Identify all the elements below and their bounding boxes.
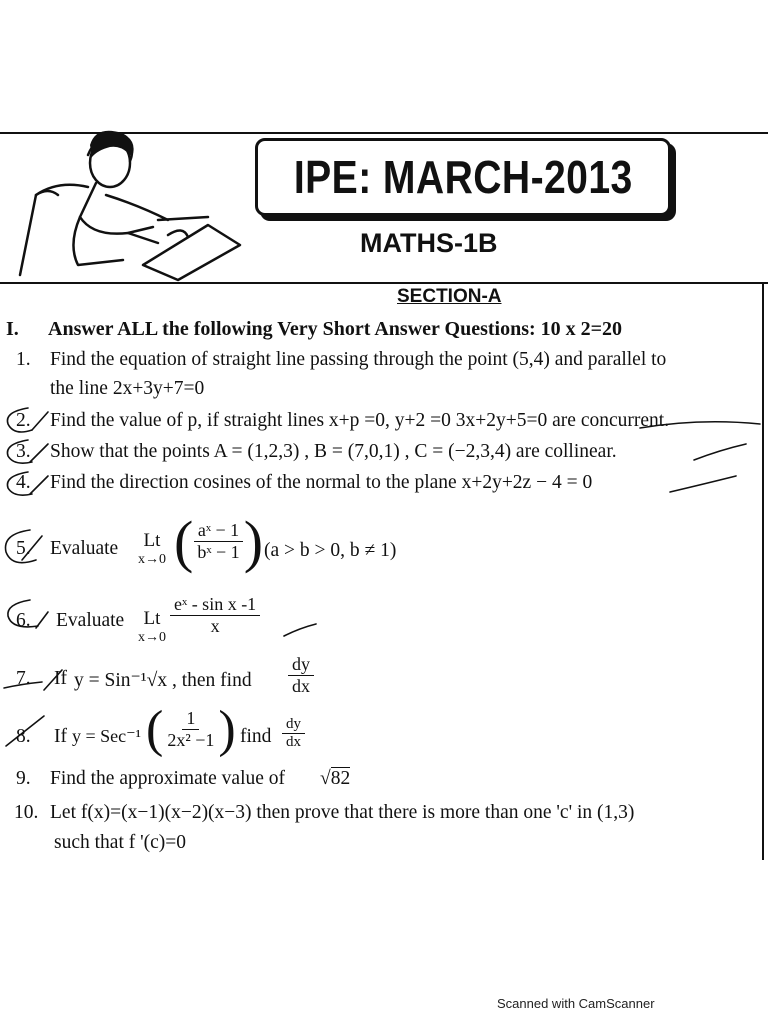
numerator: eˣ - sin x -1 [170, 594, 260, 616]
question-number: 5. [16, 538, 31, 559]
limit-expression: ( $\frac{\text{aˣ − 1}}{\text{bˣ − 1}}$ ) [174, 509, 264, 574]
denominator: dx [292, 676, 310, 696]
question-text: Find the value of p, if straight lines x+p =0, y+2 =0 3x+2y+5=0 are concurrent. [50, 410, 670, 431]
limit-label: Lt [143, 530, 161, 551]
dash-mark-6 [284, 624, 316, 636]
denominator: dx [286, 734, 301, 750]
denominator: bˣ − 1 [197, 542, 240, 562]
denominator: 2x² −1 [167, 730, 215, 750]
question-text: Find the approximate value of [50, 768, 286, 789]
denominator: x [210, 616, 220, 636]
tick-mark-5 [22, 536, 42, 560]
question-number: 1. [16, 349, 31, 370]
part-instruction-text: Answer ALL the following Very Short Answer Questions: 10 x 2=20 [48, 318, 623, 340]
question-text: Evaluate [50, 538, 119, 559]
underline-mark-2 [640, 422, 760, 428]
tick-mark-4 [30, 476, 48, 494]
tick-mark-3 [30, 444, 48, 462]
radicand: 82 [330, 768, 351, 789]
question-number: 8. [16, 726, 31, 747]
question-text-continued: the line 2x+3y+7=0 [50, 378, 205, 399]
question-number: 2. [16, 410, 31, 431]
question-text: Find the direction cosines of the normal to the plane x+2y+2z − 4 = 0 [50, 472, 593, 493]
numerator: dy [288, 654, 314, 676]
strike-mark-7 [4, 682, 42, 688]
dash-mark-4 [670, 476, 736, 492]
condition: (a > b > 0, b ≠ 1) [264, 540, 397, 561]
question-text: Let f(x)=(x−1)(x−2)(x−3) then prove that there is more than one 'c' in (1,3) [50, 802, 635, 823]
inverse-secant-expression: y = Sec⁻¹ [72, 726, 142, 746]
part-number: I. [6, 318, 19, 340]
limit-label: Lt [143, 608, 161, 629]
derivative-expression: y = Sin⁻¹√x , then find [74, 670, 252, 691]
find-label: find [240, 726, 272, 747]
circle-mark-2 [7, 408, 32, 432]
tick-mark-7 [44, 670, 62, 690]
question-number: 9. [16, 768, 31, 789]
dash-mark-3 [694, 444, 746, 460]
limit-subscript: x→0 [138, 552, 166, 567]
radical-icon: √ [320, 768, 331, 789]
circle-mark-3 [7, 440, 32, 463]
tick-mark-2 [32, 412, 48, 430]
numerator: 1 [182, 708, 199, 730]
scanner-watermark: Scanned with CamScanner [497, 996, 655, 1011]
question-text: Show that the points A = (1,2,3) , B = (7,0,1) , C = (−2,3,4) are collinear. [50, 441, 617, 462]
inner-expression: ( $\frac{1}{\text{2x² −1}}$ ) [146, 701, 236, 758]
question-number: 3. [16, 441, 31, 462]
question-text: Evaluate [56, 610, 125, 631]
circle-mark-4 [7, 472, 32, 495]
question-number: 6. [16, 610, 31, 631]
subject-title: MATHS-1B [360, 228, 498, 258]
circle-mark-6 [8, 600, 38, 627]
section-heading: SECTION-A [397, 286, 502, 307]
question-number: 4. [16, 472, 31, 493]
limit-subscript: x→0 [138, 630, 166, 645]
strike-mark-8 [6, 716, 44, 746]
numerator: aˣ − 1 [194, 520, 243, 542]
question-text: If [54, 726, 67, 747]
question-text: If [54, 668, 67, 689]
question-text: Find the equation of straight line passing through the point (5,4) and parallel to [50, 349, 667, 370]
question-text-continued: such that f '(c)=0 [54, 832, 187, 853]
circle-mark-5 [6, 530, 37, 563]
question-number: 7. [16, 668, 31, 689]
exam-title: IPE: MARCH-2013 [293, 151, 633, 203]
numerator: dy [282, 716, 305, 734]
question-number: 10. [14, 802, 39, 823]
tick-mark-6 [36, 612, 48, 628]
